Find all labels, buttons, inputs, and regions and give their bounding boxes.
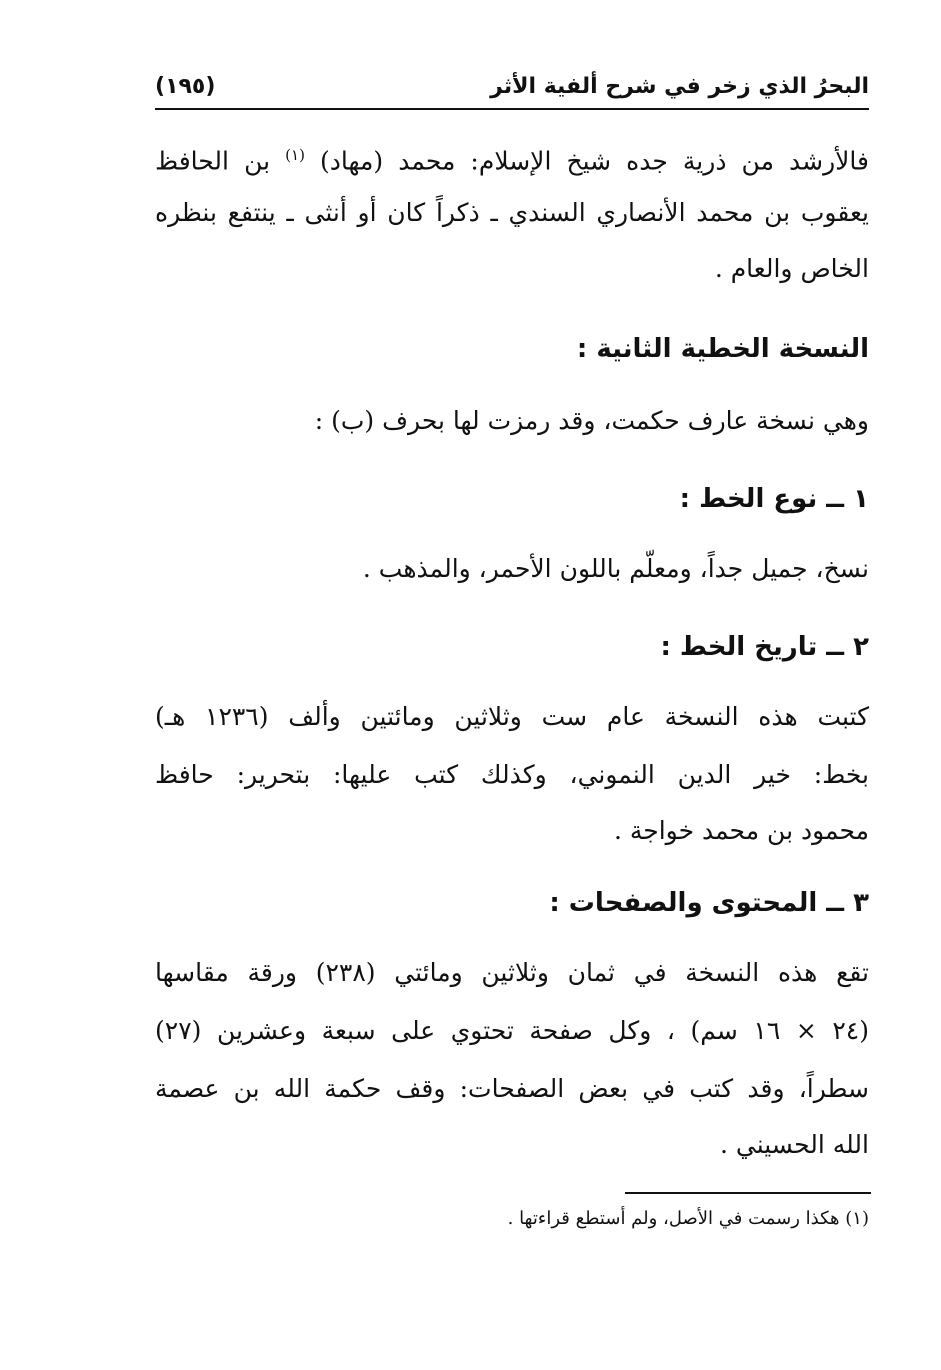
item2-line1: كتبت هذه النسخة عام ست وثلاثين ومائتين وألف (١٢٣٦ هـ)	[155, 702, 869, 731]
item1-text: نسخ، جميل جداً، ومعلّم باللون الأحمر، والمذهب .	[362, 554, 869, 583]
footnote-ref: (١)	[285, 146, 305, 164]
paragraph1-text-end: بن الحافظ	[155, 146, 271, 176]
item2-line2: بخط: خير الدين النموني، وكذلك كتب عليها: بتحرير: حافظ	[155, 760, 869, 789]
item3-line2: (٢٤ × ١٦ سم) ، وكل صفحة تحتوي على سبعة وعشرين (٢٧)	[155, 1016, 869, 1045]
paragraph1-line3: الخاص والعام .	[714, 254, 869, 283]
book-title: البحرُ الذي زخر في شرح ألفية الأثر	[490, 73, 869, 99]
footnote-text: (١) هكذا رسمت في الأصل، ولم أستطع قراءتها .	[507, 1208, 869, 1229]
section-title: النسخة الخطية الثانية :	[576, 334, 869, 364]
item3-line1: تقع هذه النسخة في ثمان وثلاثين ومائتي (٢٣٨) ورقة مقاسها	[155, 958, 869, 987]
item3-line4: الله الحسيني .	[719, 1130, 869, 1159]
item2-heading: ٢ ــ تاريخ الخط :	[660, 632, 869, 662]
item2-line3: محمود بن محمد خواجة .	[613, 816, 869, 845]
paragraph1-line2: يعقوب بن محمد الأنصاري السندي ـ ذكراً كان أو أنثى ـ ينتفع بنظره	[155, 198, 869, 227]
item1-heading: ١ ــ نوع الخط :	[679, 484, 869, 514]
intro-line: وهي نسخة عارف حكمت، وقد رمزت لها بحرف (ب) :	[314, 406, 869, 435]
paragraph1-text: فالأرشد من ذرية جده شيخ الإسلام: محمد (مهاد)	[320, 146, 869, 176]
header-rule	[155, 108, 869, 110]
running-header	[155, 66, 869, 106]
item3-heading: ٣ ــ المحتوى والصفحات :	[549, 888, 869, 918]
footnote-rule	[625, 1192, 871, 1194]
paragraph1-line1	[155, 132, 869, 184]
item3-line3: سطراً، وقد كتب في بعض الصفحات: وقف حكمة الله بن عصمة	[155, 1074, 869, 1103]
page-number: (١٩٥)	[155, 73, 216, 99]
